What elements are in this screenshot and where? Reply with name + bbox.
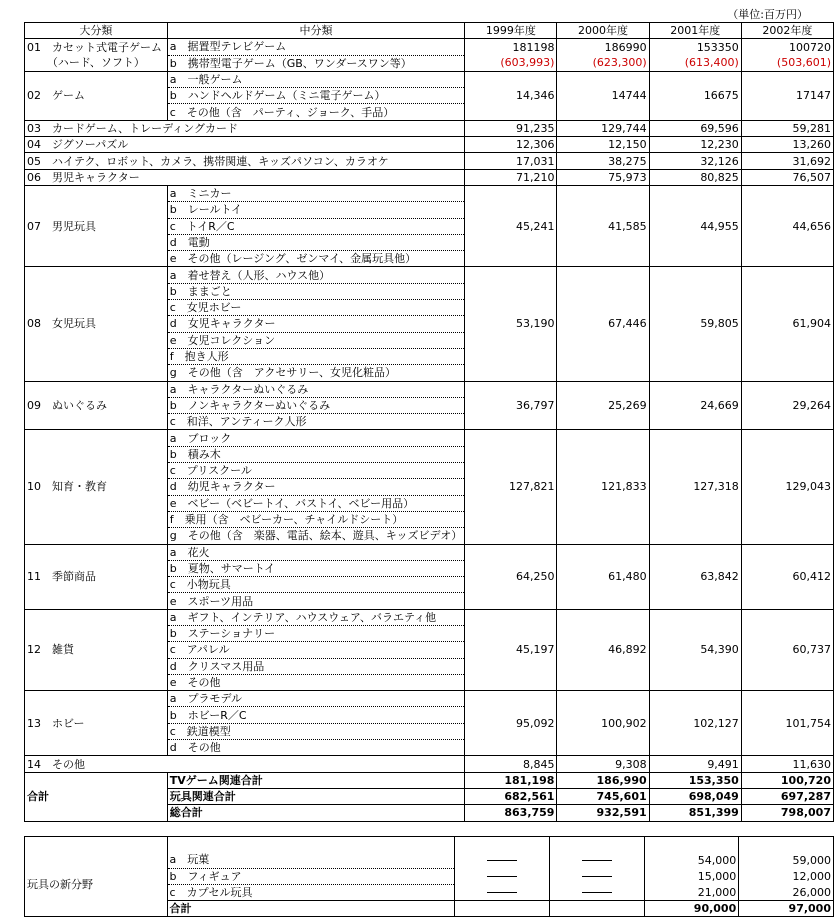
dash-mark [582,876,612,877]
middle-category: c プリスクール [167,463,465,479]
middle-category: b ノンキャラクターぬいぐるみ [167,397,465,413]
major-category-line: 09 ぬいぐるみ [27,398,107,412]
value-cell: 76,507 [741,169,833,185]
value-cell: 29,264 [741,381,833,430]
middle-category: d 女児キャラクター [167,316,465,332]
middle-category: e 女児コレクション [167,332,465,348]
middle-category: b レールトイ [167,202,465,218]
table-row [25,137,834,153]
value-cell: 69,596 [649,120,741,136]
middle-category: b 積み木 [167,446,465,462]
value-cell: (503,601) [741,55,833,71]
value-cell: 863,759 [465,805,557,821]
dash-mark [487,860,517,861]
major-category [25,185,168,266]
value-cell: 12,000 [739,868,834,884]
table-row [25,609,834,625]
major-category-line: 14 その他 [27,757,85,771]
value-cell: 15,000 [644,868,739,884]
middle-category: b 夏物、サマートイ [167,560,465,576]
major-category-line: 11 季節商品 [27,570,96,584]
middle-category: a ギフト、インテリア、ハウスウェア、バラエティ他 [167,609,465,625]
major-category-line: 06 男児キャラクター [27,170,140,184]
value-cell: 67,446 [557,267,649,381]
value-cell: 13,260 [741,137,833,153]
header-row [25,23,834,39]
spacer-cell [549,837,644,853]
value-cell: 71,210 [465,169,557,185]
value-cell: 97,000 [739,901,834,917]
value-cell: 745,601 [557,788,649,804]
middle-category: c トイR／C [167,218,465,234]
total-sub-label: 総合計 [167,805,465,821]
value-cell: 698,049 [649,788,741,804]
dash-mark [582,892,612,893]
major-category [25,39,168,72]
middle-category: g その他（含 アクセサリー、女児化粧品） [167,365,465,381]
new-fields-table [24,836,834,917]
table-row [25,381,834,397]
value-cell: 17,031 [465,153,557,169]
value-cell: 45,197 [465,609,557,690]
middle-category: a 着せ替え（人形、ハウス他） [167,267,465,283]
middle-category: a キャラクターぬいぐるみ [167,381,465,397]
new-fields-total-label: 合計 [167,901,455,917]
major-category [25,756,465,772]
table-row [25,120,834,136]
value-cell: 46,892 [557,609,649,690]
value-cell: 90,000 [644,901,739,917]
unit-note: （単位:百万円） [727,8,808,21]
value-cell: 153350 [649,39,741,55]
new-fields-item: c カプセル玩具 [167,884,455,900]
major-category-line: （ハード、ソフト） [46,56,145,70]
value-cell: 25,269 [557,381,649,430]
middle-category: g その他（含 楽器、電話、絵本、遊具、キッズビデオ） [167,528,465,544]
value-cell [549,852,644,868]
value-cell: 16675 [649,71,741,120]
spacer-cell [25,837,168,853]
major-category [25,137,465,153]
major-category-line: 04 ジグソーパズル [27,138,129,152]
total-label: 合計 [25,772,168,821]
value-cell: 44,955 [649,185,741,266]
header-year: 1999年度 [465,23,557,39]
value-cell: 12,230 [649,137,741,153]
value-cell: 12,150 [557,137,649,153]
value-cell: 153,350 [649,772,741,788]
toy-market-table [24,22,834,822]
middle-category: a ブロック [167,430,465,446]
value-cell: 31,692 [741,153,833,169]
value-cell: 181,198 [465,772,557,788]
spacer-cell [167,837,455,853]
value-cell: 14,346 [465,71,557,120]
value-cell: 129,043 [741,430,833,544]
header-major: 大分類 [25,23,168,39]
value-cell: 100,902 [557,691,649,756]
value-cell [549,901,644,917]
middle-category: b ホビーR／C [167,707,465,723]
value-cell: 45,241 [465,185,557,266]
header-middle: 中分類 [167,23,465,39]
dash-mark [487,892,517,893]
table-row [25,169,834,185]
value-cell: 63,842 [649,544,741,609]
middle-category: b ハンドヘルドゲーム（ミニ電子ゲーム） [167,88,465,104]
value-cell: 75,973 [557,169,649,185]
value-cell: 798,007 [741,805,833,821]
major-category [25,267,168,381]
middle-category: a 花火 [167,544,465,560]
major-category [25,169,465,185]
value-cell: 64,250 [465,544,557,609]
new-fields-row [25,852,834,868]
table-row [25,153,834,169]
middle-category: e ベビー（ベビートイ、バストイ、ベビー用品） [167,495,465,511]
middle-category: a ミニカー [167,185,465,201]
value-cell: 101,754 [741,691,833,756]
middle-category: c その他（含 パーティ、ジョーク、手品） [167,104,465,120]
major-category [25,609,168,690]
value-cell: 186,990 [557,772,649,788]
value-cell: 61,904 [741,267,833,381]
new-fields-label: 玩具の新分野 [25,852,168,917]
major-category-line: 12 雑貨 [27,643,74,657]
table-row [25,691,834,707]
middle-category: a プラモデル [167,691,465,707]
value-cell: 100,720 [741,772,833,788]
major-category-line: 01 カセット式電子ゲーム [27,41,162,55]
value-cell: (623,300) [557,55,649,71]
middle-category: d 幼児キャラクター [167,479,465,495]
value-cell: 121,833 [557,430,649,544]
value-cell: (603,993) [465,55,557,71]
value-cell: 44,656 [741,185,833,266]
middle-category: c 女児ホビー [167,300,465,316]
value-cell: 100720 [741,39,833,55]
middle-category: d 電動 [167,234,465,250]
value-cell: 102,127 [649,691,741,756]
middle-category: c アパレル [167,642,465,658]
value-cell: 14744 [557,71,649,120]
value-cell: 91,235 [465,120,557,136]
major-category [25,120,465,136]
value-cell: (613,400) [649,55,741,71]
value-cell: 181198 [465,39,557,55]
total-sub-label: 玩具関連合計 [167,788,465,804]
value-cell: 697,287 [741,788,833,804]
middle-category: c 鉄道模型 [167,723,465,739]
value-cell: 38,275 [557,153,649,169]
value-cell: 59,805 [649,267,741,381]
major-category-line: 13 ホビー [27,716,85,730]
value-cell: 60,737 [741,609,833,690]
major-category [25,71,168,120]
new-fields-item: a 玩菓 [167,852,455,868]
spacer-row [25,837,834,853]
value-cell [455,852,550,868]
value-cell: 59,000 [739,852,834,868]
major-category [25,544,168,609]
new-fields-item: b フィギュア [167,868,455,884]
value-cell: 41,585 [557,185,649,266]
dash-mark [487,876,517,877]
middle-category: b 携帯型電子ゲーム（GB、ワンダースワン等） [167,55,465,71]
header-year: 2001年度 [649,23,741,39]
value-cell: 59,281 [741,120,833,136]
major-category [25,430,168,544]
major-category [25,691,168,756]
major-category-line: 02 ゲーム [27,89,85,103]
value-cell: 127,318 [649,430,741,544]
middle-category: b ステーショナリー [167,625,465,641]
value-cell: 851,399 [649,805,741,821]
spacer-cell [455,837,550,853]
value-cell: 61,480 [557,544,649,609]
value-cell: 9,491 [649,756,741,772]
spacer-cell [644,837,739,853]
middle-category: e スポーツ用品 [167,593,465,609]
value-cell [455,868,550,884]
middle-category: d クリスマス用品 [167,658,465,674]
major-category-line: 05 ハイテク、ロボット、カメラ、携帯関連、キッズパソコン、カラオケ [27,154,389,168]
value-cell [549,868,644,884]
value-cell: 932,591 [557,805,649,821]
middle-category: a 一般ゲーム [167,71,465,87]
value-cell: 80,825 [649,169,741,185]
middle-category: a 据置型テレビゲーム [167,39,465,55]
value-cell: 54,390 [649,609,741,690]
major-category [25,153,465,169]
total-sub-label: TVゲーム関連合計 [167,772,465,788]
table-row [25,756,834,772]
major-category-line: 07 男児玩具 [27,219,96,233]
middle-category: e その他（レージング、ゼンマイ、金属玩具他） [167,251,465,267]
value-cell: 129,744 [557,120,649,136]
middle-category: b ままごと [167,283,465,299]
value-cell: 36,797 [465,381,557,430]
major-category-line: 10 知育・教育 [27,480,107,494]
middle-category: c 和洋、アンティーク人形 [167,414,465,430]
table-row [25,71,834,87]
middle-category: c 小物玩具 [167,577,465,593]
middle-category: e その他 [167,674,465,690]
value-cell: 54,000 [644,852,739,868]
value-cell: 26,000 [739,884,834,900]
value-cell [549,884,644,900]
value-cell: 11,630 [741,756,833,772]
value-cell: 9,308 [557,756,649,772]
value-cell: 32,126 [649,153,741,169]
spacer-cell [739,837,834,853]
value-cell [455,901,550,917]
table-row [25,267,834,283]
value-cell: 95,092 [465,691,557,756]
value-cell: 186990 [557,39,649,55]
value-cell: 60,412 [741,544,833,609]
dash-mark [582,860,612,861]
middle-category: d その他 [167,740,465,756]
major-category-line: 08 女児玩具 [27,317,96,331]
middle-category: f 抱き人形 [167,348,465,364]
major-category-line: 03 カードゲーム、トレーディングカード [27,121,239,135]
value-cell: 682,561 [465,788,557,804]
value-cell [455,884,550,900]
middle-category: f 乗用（含 ベビーカー、チャイルドシート） [167,511,465,527]
value-cell: 21,000 [644,884,739,900]
value-cell: 8,845 [465,756,557,772]
total-row [25,772,834,788]
header-year: 2002年度 [741,23,833,39]
table-row [25,430,834,446]
value-cell: 53,190 [465,267,557,381]
major-category [25,381,168,430]
table-row [25,544,834,560]
table-row [25,39,834,55]
header-year: 2000年度 [557,23,649,39]
value-cell: 12,306 [465,137,557,153]
value-cell: 24,669 [649,381,741,430]
value-cell: 127,821 [465,430,557,544]
table-row [25,185,834,201]
value-cell: 17147 [741,71,833,120]
